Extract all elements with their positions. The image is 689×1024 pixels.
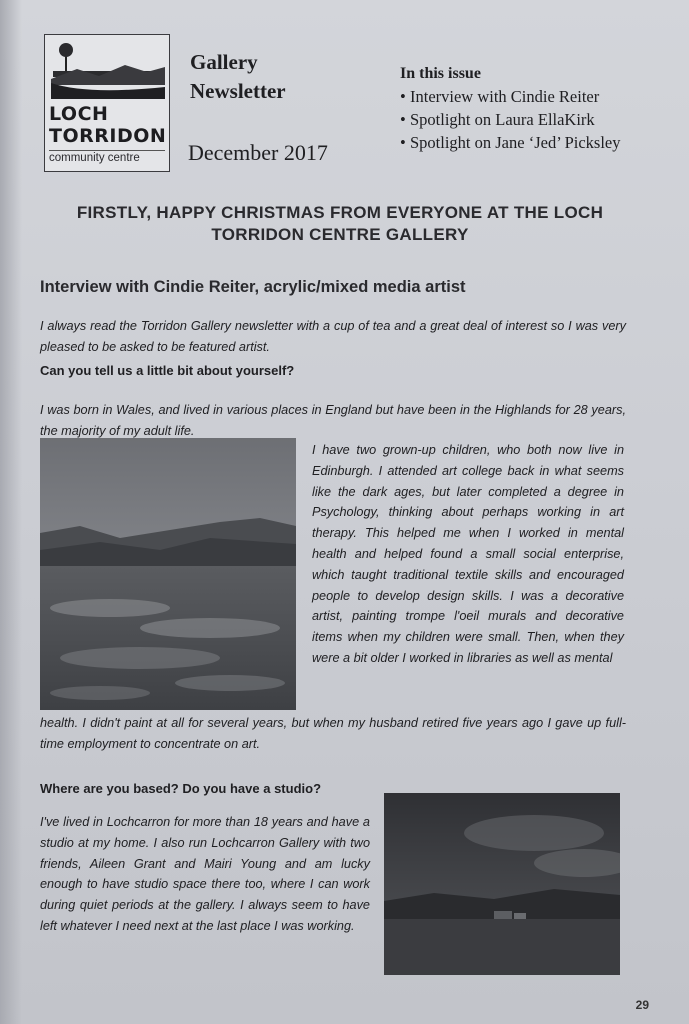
question-about-yourself: Can you tell us a little bit about yourself? bbox=[40, 363, 295, 378]
painting-landscape-photo bbox=[384, 793, 620, 975]
loch-torridon-logo bbox=[44, 34, 170, 172]
painting-loch-photo bbox=[40, 438, 296, 710]
logo-landscape-icon bbox=[47, 39, 167, 101]
answer-paragraph-side: I have two grown-up children, who both now live in Edinburgh. I attended art college back in what seems like the dark ages, but later completed a degree in Psychology, thinking about perhaps working in art therapy. This helped me when I worked in mental health and helped found a small social enterprise, which taught traditional textile skills and encouraged people to develop design skills. I was a decorative artist, painting trompe l'oeil murals and decorative items when my children were small. Then, when they were a bit older I worked in libraries as well as mental bbox=[312, 443, 624, 665]
logo-text-torridon: TORRIDON bbox=[49, 125, 167, 147]
page-number: 29 bbox=[635, 998, 649, 1012]
logo-text-community-centre: community centre bbox=[49, 150, 165, 164]
in-this-issue-box bbox=[400, 62, 670, 154]
issue-date: December 2017 bbox=[188, 140, 328, 165]
answer-studio: I've lived in Lochcarron for more than 18 years and have a studio at my home. I also run Lochcarron Gallery with two friends, Aileen Grant and Mairi Young and am lucky enough to have studio space there too, where I can work during quiet periods at the gallery. I always seem to have left whatever I need next at the last place I was working. bbox=[40, 815, 370, 933]
issue-item: • Interview with Cindie Reiter bbox=[400, 85, 670, 108]
christmas-headline: FIRSTLY, HAPPY CHRISTMAS FROM EVERYONE AT THE LOCH TORRIDON CENTRE GALLERY bbox=[76, 203, 604, 244]
logo-text-loch: LOCH bbox=[49, 103, 109, 125]
issue-item: • Spotlight on Laura EllaKirk bbox=[400, 108, 670, 131]
title-line-gallery: Gallery bbox=[190, 50, 258, 74]
title-line-newsletter: Newsletter bbox=[190, 79, 286, 103]
article-intro: I always read the Torridon Gallery newsletter with a cup of tea and a great deal of interest so I was very pleased to be asked to be featured artist. bbox=[40, 319, 626, 354]
issue-item: • Spotlight on Jane ‘Jed’ Picksley bbox=[400, 131, 670, 154]
page-shadow bbox=[0, 0, 22, 1024]
question-studio: Where are you based? Do you have a studio? bbox=[40, 781, 322, 796]
article-title: Interview with Cindie Reiter, acrylic/mixed media artist bbox=[40, 278, 466, 296]
in-this-issue-heading: In this issue bbox=[400, 65, 481, 82]
answer-paragraph-top: I was born in Wales, and lived in various places in England but have been in the Highlands for 28 years, the majority of my adult life. bbox=[40, 403, 626, 438]
answer-paragraph-bottom: health. I didn't paint at all for several years, but when my husband retired five years ago I gave up full-time employment to concentrate on art. bbox=[40, 716, 626, 751]
newsletter-title bbox=[190, 48, 286, 106]
